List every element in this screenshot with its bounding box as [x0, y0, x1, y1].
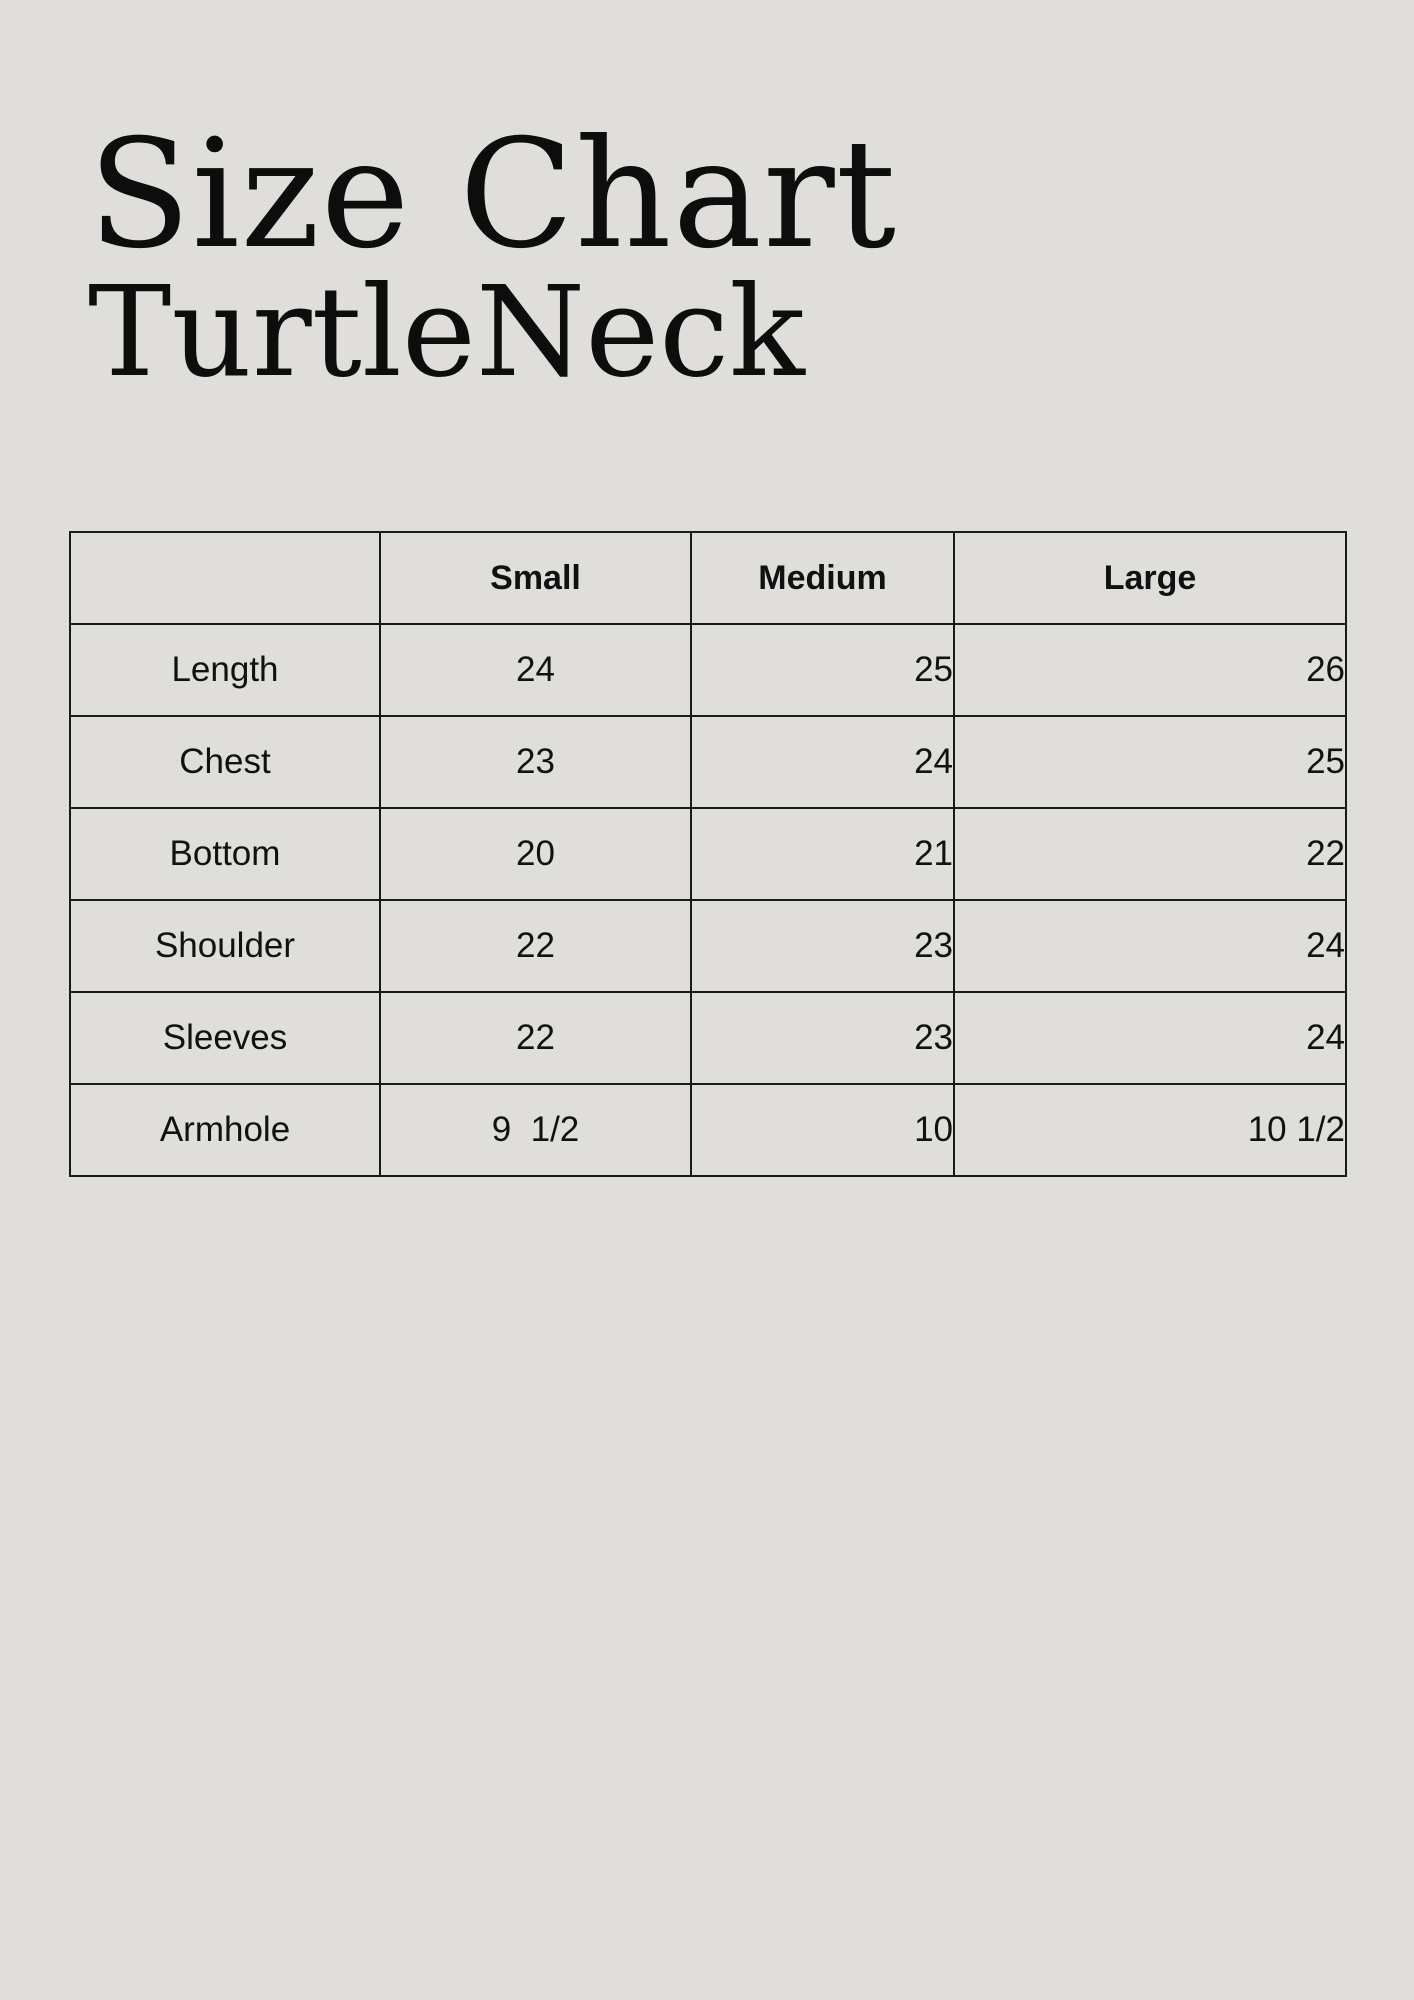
small-value: 9 1/2 — [380, 1084, 691, 1176]
small-value: 22 — [380, 900, 691, 992]
large-value: 24 — [954, 900, 1346, 992]
large-value: 25 — [954, 716, 1346, 808]
large-value: 22 — [954, 808, 1346, 900]
page-title: Size Chart — [88, 108, 897, 282]
table-row — [70, 624, 1346, 716]
medium-value: 23 — [691, 992, 954, 1084]
small-value: 20 — [380, 808, 691, 900]
medium-value: 24 — [691, 716, 954, 808]
header-medium: Medium — [691, 532, 954, 624]
row-label: Sleeves — [70, 992, 380, 1084]
small-value: 24 — [380, 624, 691, 716]
row-label: Chest — [70, 716, 380, 808]
size-table — [69, 531, 1347, 1177]
medium-value: 23 — [691, 900, 954, 992]
large-value: 24 — [954, 992, 1346, 1084]
header-empty-cell — [70, 532, 380, 624]
row-label: Armhole — [70, 1084, 380, 1176]
table-row — [70, 808, 1346, 900]
large-value: 10 1/2 — [954, 1084, 1346, 1176]
title-block — [88, 108, 897, 405]
table-header-row — [70, 532, 1346, 624]
header-small: Small — [380, 532, 691, 624]
row-label: Length — [70, 624, 380, 716]
small-value: 23 — [380, 716, 691, 808]
row-label: Bottom — [70, 808, 380, 900]
row-label: Shoulder — [70, 900, 380, 992]
table-row — [70, 992, 1346, 1084]
page-subtitle: TurtleNeck — [88, 260, 805, 405]
small-value: 22 — [380, 992, 691, 1084]
table-row — [70, 716, 1346, 808]
large-value: 26 — [954, 624, 1346, 716]
medium-value: 25 — [691, 624, 954, 716]
medium-value: 10 — [691, 1084, 954, 1176]
table-row — [70, 1084, 1346, 1176]
header-large: Large — [954, 532, 1346, 624]
table-row — [70, 900, 1346, 992]
medium-value: 21 — [691, 808, 954, 900]
